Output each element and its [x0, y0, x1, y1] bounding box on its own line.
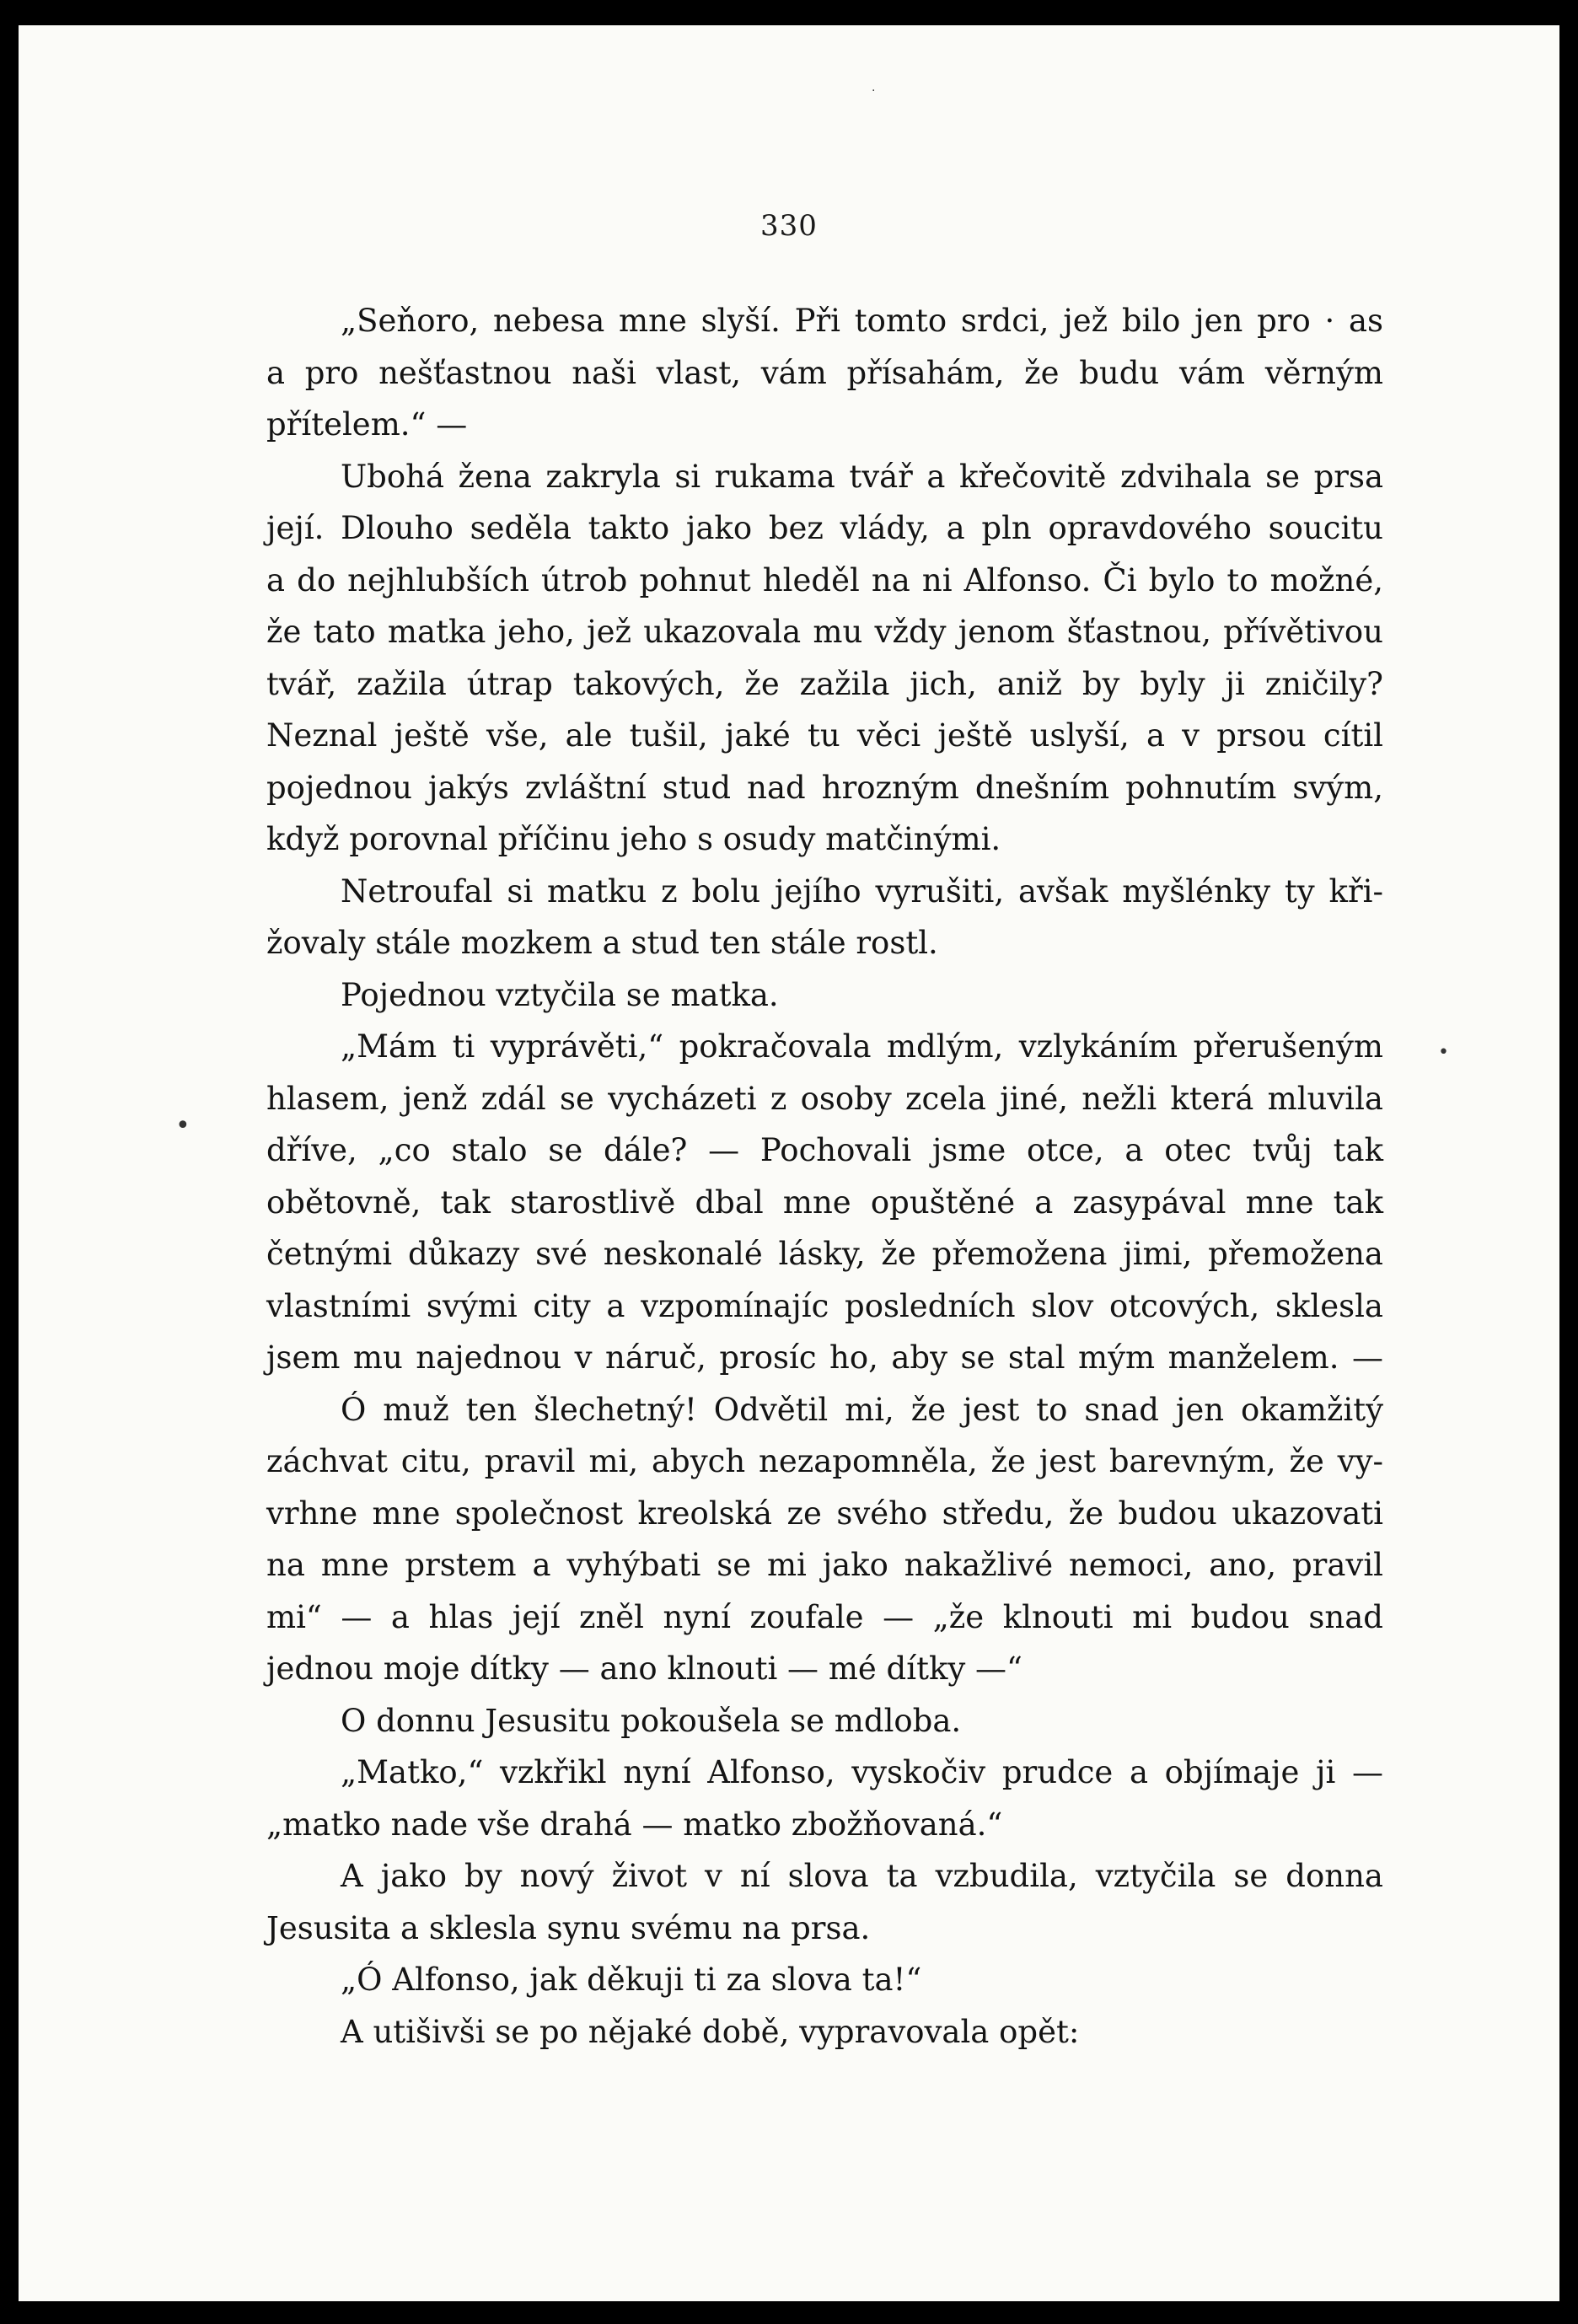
text-line: hlasem, jenž zdál se vycházeti z osoby zcela jiné, nežli která mluvila [266, 1080, 1383, 1117]
text-line: „matko nade vše drahá — matko zbožňovaná.“ [266, 1806, 1003, 1843]
text-line: A utišivši se po nějaké době, vypravovala opět: [341, 2013, 1080, 2050]
text-line: žovaly stále mozkem a stud ten stále rostl. [266, 925, 938, 961]
text-line: „Ó Alfonso, jak děkuji ti za slova ta!“ [341, 1962, 922, 1998]
text-line: tvář, zažila útrap takových, že zažila jich, aniž by byly ji zničily? [266, 665, 1383, 702]
text-line: „Matko,“ vzkřikl nyní Alfonso, vyskočiv prudce a objímaje ji — [341, 1754, 1383, 1790]
text-line: vrhne mne společnost kreolská ze svého středu, že budou ukazovati [266, 1495, 1383, 1532]
text-line: Neznal ještě vše, ale tušil, jaké tu věci ještě uslyší, a v prsou cítil [266, 717, 1383, 754]
ink-speck-left: • [175, 1111, 191, 1141]
text-line: když porovnal příčinu jeho s osudy matčinými. [266, 821, 1001, 857]
text-line: četnými důkazy své neskonalé lásky, že přemožena jimi, přemožena [266, 1236, 1383, 1272]
text-line: a pro nešťastnou naši vlast, vám přísahám, že budu vám věrným [266, 354, 1383, 391]
text-line: že tato matka jeho, jež ukazovala mu vždy jenom šťastnou, přívětivou [266, 614, 1383, 650]
page-number: 330 [760, 209, 818, 243]
ink-speck-right: • [1438, 1042, 1449, 1063]
text-line: záchvat citu, pravil mi, abych nezapomněla, že jest barevným, že vy- [266, 1443, 1383, 1479]
text-line: její. Dlouho seděla takto jako bez vlády, a pln opravdového soucitu [266, 510, 1383, 546]
text-line: Ó muž ten šlechetný! Odvětil mi, že jest to snad jen okamžitý [341, 1391, 1383, 1428]
ink-speck-top: · [872, 84, 876, 98]
text-line: obětovně, tak starostlivě dbal mne opuštěné a zasypával mne tak [266, 1183, 1383, 1221]
text-line: pojednou jakýs zvláštní stud nad hrozným dnešním pohnutím svým, [266, 769, 1383, 806]
text-line: mi“ — a hlas její zněl nyní zoufale — „že klnouti mi budou snad [266, 1598, 1383, 1635]
text-line: O donnu Jesusitu pokoušela se mdloba. [341, 1702, 962, 1739]
text-line: na mne prstem a vyhýbati se mi jako nakažlivé nemoci, ano, pravil [266, 1547, 1383, 1583]
body-text [266, 295, 1383, 2058]
text-line: Jesusita a sklesla synu svému na prsa. [266, 1909, 871, 1946]
text-line: „Mám ti vyprávěti,“ pokračovala mdlým, vzlykáním přerušeným [341, 1028, 1383, 1065]
text-line: a do nejhlubších útrob pohnut hleděl na ni Alfonso. Či bylo to možné, [266, 561, 1383, 598]
text-line: dříve, „co stalo se dále? — Pochovali jsme otce, a otec tvůj tak [266, 1132, 1383, 1168]
text-line: „Seňoro, nebesa mne slyší. Při tomto srdci, jež bilo jen pro · as [341, 303, 1383, 339]
text-line: jsem mu najednou v náruč, prosíc ho, aby se stal mým manželem. — [266, 1339, 1383, 1376]
text-line: Ubohá žena zakryla si rukama tvář a křečovitě zdvihala se prsa [341, 458, 1383, 495]
text-line: vlastními svými city a vzpomínajíc posledních slov otcových, sklesla [266, 1287, 1383, 1324]
text-line: A jako by nový život v ní slova ta vzbudila, vztyčila se donna [341, 1858, 1383, 1894]
text-line: Pojednou vztyčila se matka. [341, 976, 779, 1013]
scan-edge-right [1559, 0, 1578, 2324]
text-line: Netroufal si matku z bolu jejího vyrušiti, avšak myšlénky ty kři- [341, 872, 1383, 910]
text-line: jednou moje dítky — ano klnouti — mé dítky —“ [266, 1650, 1022, 1687]
text-line: přítelem.“ — [266, 406, 468, 443]
